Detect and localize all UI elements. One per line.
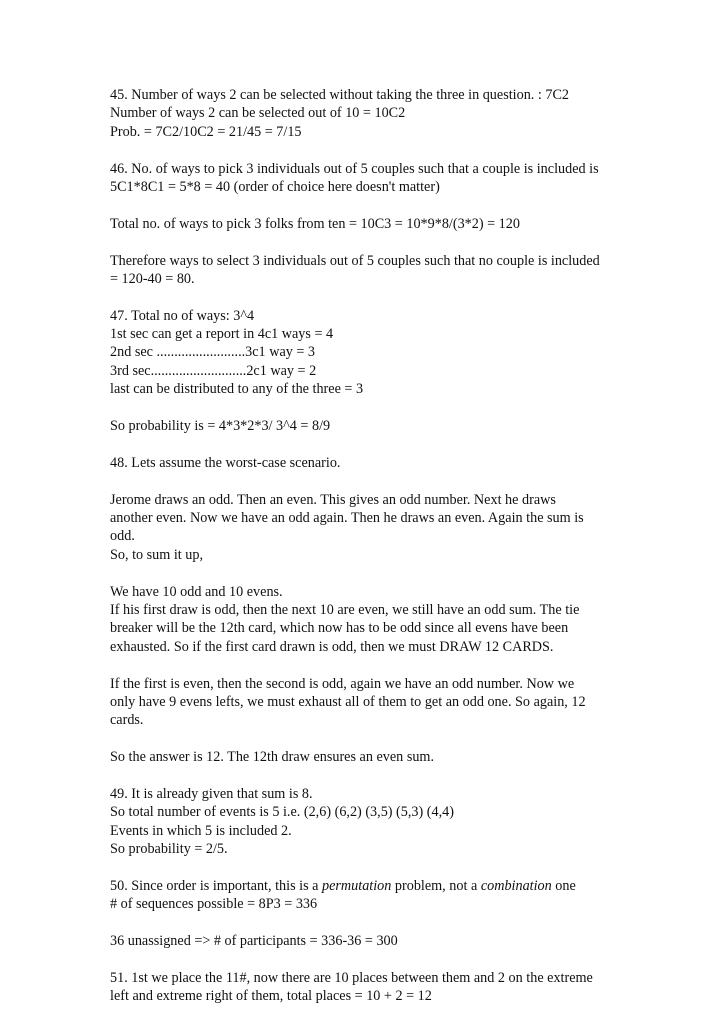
text-line: 51. 1st we place the 11#, now there are 10 places between them and 2 on the extreme [110, 969, 593, 986]
text-line: exhausted. So if the first card drawn is odd, then we must DRAW 12 CARDS. [110, 638, 554, 655]
text-run: problem, not a [391, 877, 481, 894]
paragraph-q50-answer [110, 932, 710, 950]
emphasis-permutation: permutation [322, 877, 392, 894]
text-line: only have 9 evens lefts, we must exhaust all of them to get an odd one. So again, 12 [110, 693, 586, 710]
text-line: So, to sum it up, [110, 546, 204, 563]
paragraph-q46-total [110, 215, 710, 233]
paragraph-q47 [110, 307, 710, 399]
text-line: Prob. = 7C2/10C2 = 21/45 = 7/15 [110, 123, 302, 140]
text-line: 5C1*8C1 = 5*8 = 40 (order of choice here doesn't matter) [110, 178, 440, 195]
text-line: Therefore ways to select 3 individuals out of 5 couples such that no couple is included [110, 252, 600, 269]
text-line: left and extreme right of them, total places = 10 + 2 = 12 [110, 988, 432, 1005]
emphasis-combination: combination [480, 877, 552, 894]
paragraph-q48-even-case [110, 675, 710, 730]
text-line: # of sequences possible = 8P3 = 336 [110, 896, 318, 913]
paragraph-q46-answer [110, 252, 710, 289]
text-line: 1st sec can get a report in 4c1 ways = 4 [110, 326, 334, 343]
text-line: So total number of events is 5 i.e. (2,6) (6,2) (3,5) (5,3) (4,4) [110, 804, 454, 821]
paragraph-q48-reasoning [110, 491, 710, 565]
text-line: Jerome draws an odd. Then an even. This gives an odd number. Next he draws [110, 491, 556, 508]
text-line: If his first draw is odd, then the next 10 are even, we still have an odd sum. The tie [110, 601, 580, 618]
text-run: 50. Since order is important, this is a [110, 877, 322, 894]
text-line: So the answer is 12. The 12th draw ensures an even sum. [110, 749, 435, 766]
text-line: Total no. of ways to pick 3 folks from ten = 10C3 = 10*9*8/(3*2) = 120 [110, 215, 520, 232]
paragraph-q45 [110, 86, 710, 141]
text-line: Events in which 5 is included 2. [110, 822, 292, 839]
paragraph-q46 [110, 160, 710, 197]
text-line: 47. Total no of ways: 3^4 [110, 307, 255, 324]
paragraph-q50 [110, 877, 710, 914]
document-body [110, 86, 710, 1024]
text-line: So probability = 2/5. [110, 841, 228, 858]
text-line: odd. [110, 528, 135, 545]
text-line: Number of ways 2 can be selected out of 10 = 10C2 [110, 105, 406, 122]
text-line: If the first is even, then the second is odd, again we have an odd number. Now we [110, 675, 575, 692]
text-line: breaker will be the 12th card, which now has to be odd since all evens have been [110, 620, 569, 637]
paragraph-q48-answer [110, 748, 710, 766]
paragraph-q49 [110, 785, 710, 859]
text-line: So probability is = 4*3*2*3/ 3^4 = 8/9 [110, 418, 331, 435]
paragraph-q48 [110, 454, 710, 472]
text-line: 45. Number of ways 2 can be selected without taking the three in question. : 7C2 [110, 87, 570, 103]
paragraph-q48-odd-case [110, 583, 710, 657]
text-line: 46. No. of ways to pick 3 individuals out of 5 couples such that a couple is included is [110, 160, 599, 177]
text-line: 3rd sec...........................2c1 way = 2 [110, 362, 317, 379]
text-line: 2nd sec .........................3c1 way = 3 [110, 344, 316, 361]
paragraph-q51 [110, 969, 710, 1006]
paragraph-q47-answer [110, 417, 710, 435]
text-line-mixed [110, 877, 710, 895]
text-line: 48. Lets assume the worst-case scenario. [110, 454, 341, 471]
text-line: = 120-40 = 80. [110, 270, 195, 287]
text-line: 36 unassigned => # of participants = 336-36 = 300 [110, 932, 398, 949]
text-line: 49. It is already given that sum is 8. [110, 785, 313, 802]
text-line: last can be distributed to any of the three = 3 [110, 381, 364, 398]
text-line: cards. [110, 712, 144, 729]
text-line: another even. Now we have an odd again. Then he draws an even. Again the sum is [110, 509, 584, 526]
text-line: We have 10 odd and 10 evens. [110, 583, 283, 600]
text-run: one [551, 877, 576, 894]
